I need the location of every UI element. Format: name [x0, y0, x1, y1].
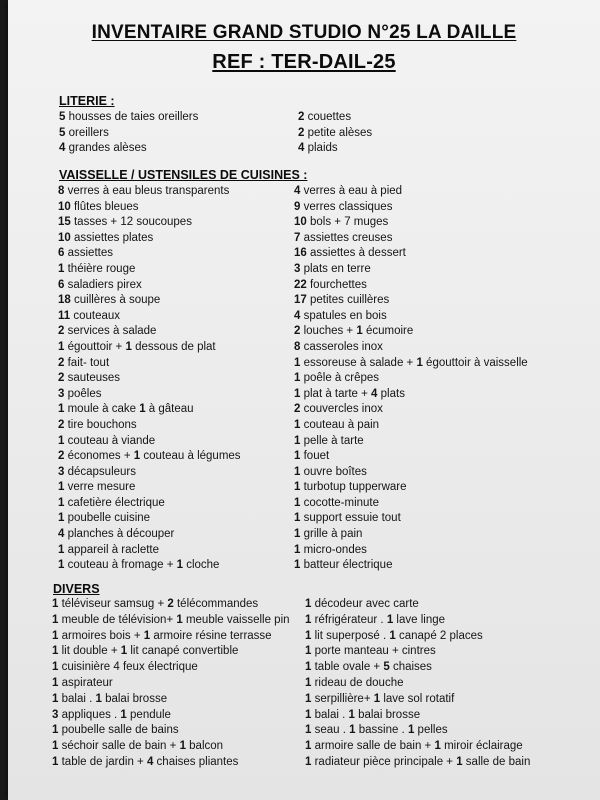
item-quantity: 1	[305, 645, 312, 658]
item-quantity: 1	[373, 692, 381, 705]
item-label: fait- tout	[64, 356, 110, 369]
inventory-item	[305, 692, 530, 708]
item-quantity: 3	[294, 262, 301, 275]
item-quantity: 2	[58, 325, 65, 338]
item-label: couteau à légumes	[140, 450, 241, 463]
inventory-item	[58, 184, 241, 200]
item-quantity: 1	[356, 325, 363, 338]
item-label: assiettes creuses	[300, 231, 393, 244]
item-quantity: 4	[294, 185, 301, 197]
vaisselle-left-column	[58, 184, 241, 574]
item-quantity: 1	[434, 740, 441, 753]
item-label: table de jardin +	[58, 755, 147, 768]
item-label: assiettes plates	[70, 231, 154, 244]
item-quantity: 1	[294, 387, 301, 400]
item-label: bassine .	[355, 724, 408, 737]
item-quantity: 1	[179, 740, 186, 753]
literie-right-column	[298, 110, 372, 157]
item-label: chaises pliantes	[153, 755, 239, 768]
inventory-item	[294, 356, 528, 372]
item-quantity: 22	[294, 278, 307, 291]
item-quantity: 1	[133, 450, 141, 463]
inventory-item	[58, 480, 241, 496]
item-quantity: 1	[294, 434, 301, 447]
item-quantity: 1	[58, 512, 65, 525]
item-label: armoire résine terrasse	[150, 629, 272, 642]
inventory-item	[52, 613, 290, 629]
item-quantity: 5	[59, 126, 66, 139]
item-label: égouttoir +	[64, 340, 126, 353]
item-label: couettes	[304, 111, 352, 123]
item-quantity: 2	[58, 450, 65, 463]
item-label: grille à pain	[300, 528, 363, 541]
inventory-item	[52, 644, 290, 660]
item-label: réfrigérateur .	[311, 613, 387, 626]
item-label: plaids	[304, 142, 338, 155]
item-quantity: 2	[298, 126, 305, 139]
item-quantity: 1	[386, 613, 394, 626]
item-quantity: 1	[305, 740, 312, 753]
inventory-item	[294, 558, 528, 574]
item-label: pelle à tarte	[300, 434, 364, 447]
item-quantity: 1	[176, 559, 184, 572]
item-label: services à salade	[64, 325, 157, 338]
item-quantity: 4	[371, 387, 378, 400]
item-label: balai brosse	[354, 708, 421, 721]
item-quantity: 2	[294, 403, 301, 416]
item-label: seau .	[311, 724, 350, 737]
item-label: armoire salle de bain +	[311, 740, 435, 753]
inventory-item	[52, 755, 290, 771]
inventory-item	[294, 184, 528, 200]
item-label: lave linge	[393, 613, 446, 626]
item-label: petite alèses	[304, 126, 373, 139]
inventory-item	[58, 356, 241, 372]
item-label: poubelle salle de bains	[58, 724, 179, 737]
item-quantity: 4	[294, 309, 301, 322]
item-quantity: 1	[389, 629, 396, 642]
item-quantity: 1	[305, 755, 312, 768]
item-quantity: 1	[294, 528, 301, 541]
item-label: assiettes à dessert	[306, 247, 406, 260]
inventory-item	[305, 644, 530, 660]
item-label: planches à découper	[64, 528, 175, 541]
vaisselle-right-column	[294, 184, 528, 574]
item-quantity: 11	[58, 309, 71, 322]
item-quantity: 10	[294, 216, 307, 229]
inventory-item	[52, 708, 290, 724]
item-quantity: 1	[294, 481, 301, 494]
item-label: louches +	[300, 325, 357, 338]
item-quantity: 1	[294, 418, 301, 431]
inventory-item	[58, 543, 241, 559]
inventory-sheet	[8, 0, 600, 800]
document-reference: REF : TER-DAIL-25	[212, 51, 396, 73]
inventory-item	[294, 511, 528, 527]
item-label: verre mesure	[64, 481, 136, 494]
item-label: appareil à raclette	[64, 543, 160, 556]
item-label: tire bouchons	[64, 418, 137, 431]
inventory-item	[52, 692, 290, 708]
item-quantity: 2	[58, 372, 65, 385]
item-label: chaises	[389, 661, 432, 674]
item-label: housses de taies oreillers	[65, 111, 199, 123]
inventory-item	[58, 496, 241, 512]
item-label: bols + 7 muges	[306, 216, 389, 229]
item-label: balai .	[58, 692, 96, 705]
item-quantity: 1	[52, 613, 59, 626]
item-quantity: 1	[294, 465, 301, 478]
inventory-item	[294, 496, 528, 512]
item-label: séchoir salle de bain +	[58, 740, 180, 753]
inventory-item	[58, 200, 241, 216]
item-label: poêle à crêpes	[300, 372, 380, 385]
item-quantity: 1	[52, 692, 59, 705]
item-label: pendule	[126, 708, 171, 721]
item-quantity: 1	[294, 372, 301, 385]
divers-left-column	[52, 597, 290, 771]
item-label: fourchettes	[306, 278, 367, 291]
item-quantity: 1	[52, 645, 59, 658]
item-label: petites cuillères	[306, 294, 390, 307]
inventory-item	[305, 629, 530, 645]
item-quantity: 8	[58, 185, 65, 197]
inventory-item	[59, 141, 198, 157]
item-quantity: 6	[58, 247, 65, 260]
item-quantity: 5	[383, 661, 390, 674]
inventory-item	[59, 126, 198, 142]
item-label: porte manteau + cintres	[311, 645, 436, 658]
item-label: lit canapé convertible	[127, 645, 239, 658]
item-label: tasses + 12 soucoupes	[70, 216, 192, 229]
item-quantity: 2	[167, 598, 174, 610]
inventory-item	[58, 387, 241, 403]
item-quantity: 1	[58, 496, 65, 509]
inventory-item	[294, 543, 528, 559]
item-label: couteau à fromage +	[64, 559, 177, 572]
item-quantity: 1	[416, 356, 423, 369]
inventory-item	[58, 418, 241, 434]
item-quantity: 1	[176, 613, 183, 626]
item-quantity: 1	[305, 708, 312, 721]
inventory-item	[52, 629, 290, 645]
literie-left-column	[59, 110, 198, 157]
inventory-item	[58, 231, 241, 247]
item-quantity: 1	[52, 629, 59, 642]
item-label: plats en terre	[300, 262, 371, 275]
item-label: poêles	[64, 387, 102, 400]
item-label: théière rouge	[64, 262, 136, 275]
item-quantity: 1	[52, 598, 59, 610]
item-quantity: 17	[294, 294, 307, 307]
item-quantity: 4	[59, 142, 66, 155]
item-label: canapé 2 places	[395, 629, 483, 642]
inventory-item	[298, 110, 372, 126]
item-label: radiateur pièce principale +	[311, 755, 457, 768]
item-label: cocotte-minute	[300, 496, 380, 509]
item-label: décodeur avec carte	[311, 598, 419, 610]
inventory-item	[58, 340, 241, 356]
item-label: meuble de télévision+	[58, 613, 177, 626]
item-quantity: 7	[294, 231, 301, 244]
inventory-item	[294, 527, 528, 543]
item-label: couteau à pain	[300, 418, 380, 431]
inventory-item	[298, 141, 372, 157]
inventory-item	[58, 558, 241, 574]
item-quantity: 1	[294, 559, 301, 572]
inventory-item	[52, 723, 290, 739]
inventory-item	[58, 278, 241, 294]
inventory-item	[58, 309, 241, 325]
item-quantity: 1	[120, 708, 127, 721]
item-label: cafetière électrique	[64, 496, 165, 509]
inventory-item	[294, 309, 528, 325]
inventory-item	[294, 371, 528, 387]
item-quantity: 15	[58, 216, 71, 229]
item-label: lave sol rotatif	[380, 692, 455, 705]
item-label: téléviseur samsug +	[58, 598, 168, 610]
inventory-item	[305, 708, 530, 724]
inventory-item	[58, 262, 241, 278]
item-label: plats	[377, 387, 405, 400]
item-quantity: 2	[58, 418, 65, 431]
item-quantity: 2	[58, 356, 65, 369]
inventory-item	[58, 465, 241, 481]
item-quantity: 1	[52, 661, 59, 674]
item-quantity: 1	[58, 262, 65, 275]
item-label: lit double +	[58, 645, 121, 658]
item-label: oreillers	[65, 126, 109, 139]
item-quantity: 1	[58, 481, 65, 494]
item-quantity: 1	[294, 512, 301, 525]
inventory-item	[52, 676, 290, 692]
item-quantity: 1	[294, 356, 301, 369]
item-quantity: 1	[456, 755, 463, 768]
inventory-item	[305, 613, 530, 629]
inventory-item	[294, 387, 528, 403]
item-label: cuisinière 4 feux électrique	[58, 661, 198, 674]
item-quantity: 1	[305, 692, 312, 705]
section-title-vaisselle: VAISSELLE / USTENSILES DE CUISINES :	[59, 168, 308, 182]
inventory-item	[305, 723, 530, 739]
section-title-literie: LITERIE :	[59, 94, 115, 108]
inventory-item	[294, 231, 528, 247]
item-quantity: 10	[58, 200, 71, 213]
item-label: verres à eau à pied	[300, 185, 403, 197]
item-quantity: 1	[95, 692, 102, 705]
item-label: casseroles inox	[300, 340, 383, 353]
item-label: lit superposé .	[311, 629, 390, 642]
item-label: verres à eau bleus transparents	[64, 185, 230, 197]
item-quantity: 4	[298, 142, 305, 155]
inventory-item	[298, 126, 372, 142]
inventory-item	[58, 527, 241, 543]
inventory-item	[52, 660, 290, 676]
item-label: turbotup tupperware	[300, 481, 407, 494]
item-quantity: 1	[143, 629, 151, 642]
item-label: ouvre boîtes	[300, 465, 367, 478]
item-quantity: 1	[305, 613, 312, 626]
item-label: cloche	[183, 559, 220, 572]
item-quantity: 8	[294, 340, 301, 353]
item-quantity: 1	[305, 661, 312, 674]
document-title: INVENTAIRE GRAND STUDIO N°25 LA DAILLE	[91, 22, 517, 43]
inventory-item	[58, 293, 241, 309]
item-quantity: 2	[298, 111, 305, 123]
item-label: spatules en bois	[300, 309, 387, 322]
item-label: essoreuse à salade +	[300, 356, 417, 369]
item-label: pelles	[414, 724, 448, 737]
item-label: couteaux	[70, 309, 121, 322]
inventory-item	[294, 418, 528, 434]
item-label: assiettes	[64, 247, 113, 260]
inventory-item	[294, 480, 528, 496]
inventory-item	[58, 434, 241, 450]
item-label: fouet	[300, 450, 330, 463]
divers-right-column	[305, 597, 530, 771]
inventory-item	[294, 402, 528, 418]
item-quantity: 1	[58, 559, 65, 572]
inventory-item	[58, 511, 241, 527]
item-quantity: 3	[52, 708, 59, 721]
inventory-item	[294, 465, 528, 481]
item-label: télécommandes	[173, 598, 259, 610]
item-label: meuble vaisselle pin	[182, 613, 290, 626]
item-quantity: 4	[58, 528, 65, 541]
inventory-item	[294, 293, 528, 309]
item-label: support essuie tout	[300, 512, 401, 525]
item-quantity: 1	[294, 496, 301, 509]
item-label: écumoire	[362, 325, 414, 338]
item-quantity: 1	[305, 629, 312, 642]
inventory-item	[294, 449, 528, 465]
item-label: moule à cake	[64, 403, 140, 416]
item-quantity: 1	[58, 543, 65, 556]
inventory-item	[58, 324, 241, 340]
item-quantity: 1	[348, 708, 355, 721]
item-quantity: 1	[294, 543, 301, 556]
item-quantity: 1	[52, 740, 59, 753]
item-label: balai .	[311, 708, 349, 721]
item-quantity: 10	[58, 231, 71, 244]
item-label: salle de bain	[462, 755, 531, 768]
item-label: miroir éclairage	[440, 740, 523, 753]
item-quantity: 1	[294, 450, 301, 463]
item-quantity: 1	[58, 434, 65, 447]
item-label: couvercles inox	[300, 403, 383, 416]
item-quantity: 1	[305, 598, 312, 610]
item-label: sauteuses	[64, 372, 121, 385]
inventory-item	[305, 676, 530, 692]
item-quantity: 1	[58, 340, 65, 353]
item-label: micro-ondes	[300, 543, 367, 556]
item-label: à gâteau	[145, 403, 194, 416]
inventory-item	[58, 371, 241, 387]
item-label: égouttoir à vaisselle	[422, 356, 528, 369]
item-quantity: 6	[58, 278, 65, 291]
item-quantity: 1	[58, 403, 65, 416]
item-label: économes +	[64, 450, 134, 463]
item-quantity: 1	[52, 724, 59, 737]
item-label: saladiers pirex	[64, 278, 142, 291]
item-label: grandes alèses	[65, 142, 147, 155]
item-label: cuillères à soupe	[70, 294, 161, 307]
inventory-item	[294, 246, 528, 262]
inventory-item	[52, 597, 290, 613]
item-label: armoires bois +	[58, 629, 144, 642]
inventory-item	[294, 215, 528, 231]
item-quantity: 1	[52, 676, 59, 689]
item-quantity: 1	[349, 724, 356, 737]
item-label: plat à tarte +	[300, 387, 372, 400]
section-title-divers: DIVERS	[53, 582, 100, 596]
item-label: batteur électrique	[300, 559, 393, 572]
inventory-item	[305, 660, 530, 676]
inventory-item	[294, 278, 528, 294]
item-quantity: 5	[59, 111, 66, 123]
item-label: dessous de plat	[131, 340, 216, 353]
inventory-item	[294, 434, 528, 450]
inventory-item	[294, 340, 528, 356]
item-label: décapsuleurs	[64, 465, 137, 478]
inventory-item	[58, 402, 241, 418]
item-quantity: 4	[146, 755, 154, 768]
item-quantity: 2	[294, 325, 301, 338]
inventory-item	[58, 215, 241, 231]
item-label: aspirateur	[58, 676, 113, 689]
inventory-item	[305, 597, 530, 613]
inventory-item	[59, 110, 198, 126]
item-quantity: 16	[294, 247, 307, 260]
item-quantity: 3	[58, 387, 65, 400]
item-quantity: 3	[58, 465, 65, 478]
inventory-item	[305, 739, 530, 755]
item-quantity: 1	[125, 340, 132, 353]
inventory-item	[294, 262, 528, 278]
item-label: rideau de douche	[311, 676, 404, 689]
item-quantity: 1	[407, 724, 415, 737]
item-label: balai brosse	[101, 692, 168, 705]
item-label: flûtes bleues	[70, 200, 139, 213]
item-label: couteau à viande	[64, 434, 156, 447]
item-label: appliques .	[58, 708, 121, 721]
inventory-item	[305, 755, 530, 771]
item-quantity: 9	[294, 200, 301, 213]
item-quantity: 1	[52, 755, 59, 768]
item-quantity: 1	[305, 724, 312, 737]
item-quantity: 18	[58, 294, 71, 307]
item-quantity: 1	[305, 676, 312, 689]
item-label: table ovale +	[311, 661, 384, 674]
item-quantity: 1	[120, 645, 128, 658]
inventory-item	[58, 449, 241, 465]
item-label: poubelle cuisine	[64, 512, 151, 525]
inventory-item	[52, 739, 290, 755]
item-label: serpillière+	[311, 692, 374, 705]
inventory-item	[294, 200, 528, 216]
item-quantity: 1	[139, 403, 146, 416]
item-label: balcon	[185, 740, 224, 753]
inventory-item	[294, 324, 528, 340]
item-label: verres classiques	[300, 200, 393, 213]
inventory-item	[58, 246, 241, 262]
